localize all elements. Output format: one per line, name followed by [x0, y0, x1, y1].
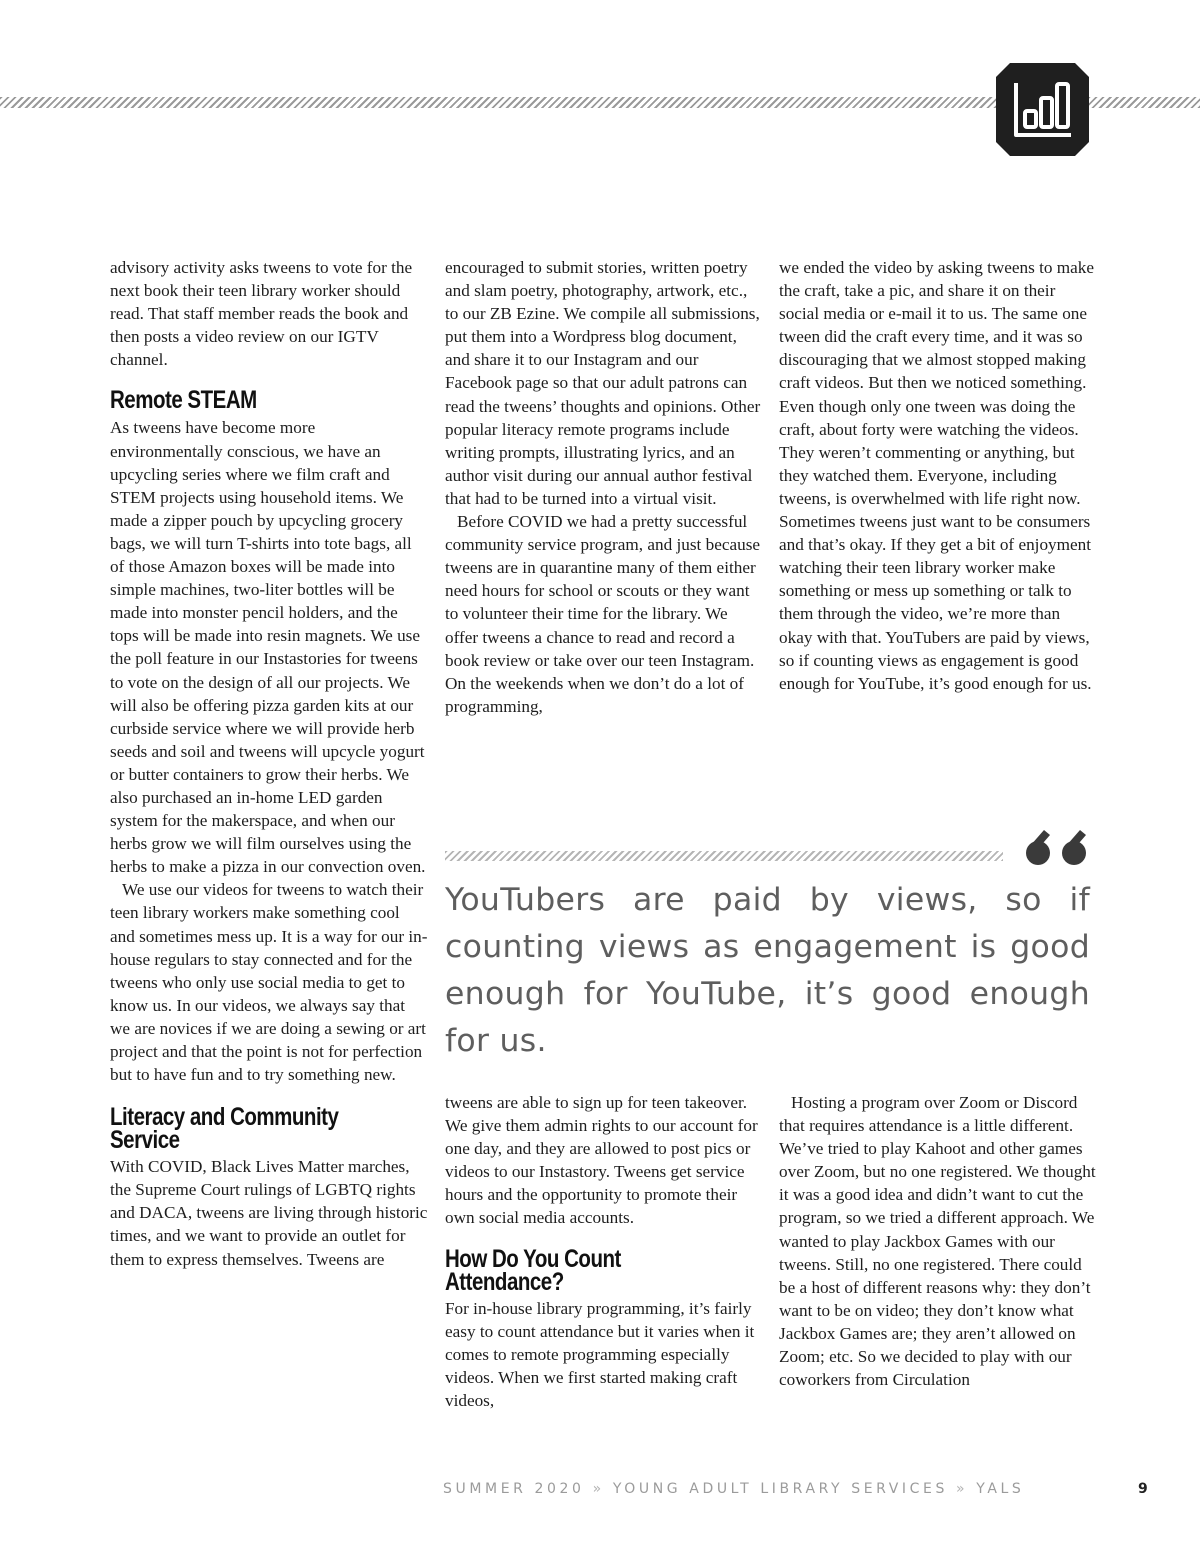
heading-line: Service — [110, 1126, 180, 1155]
column-3 — [779, 256, 1097, 695]
pullquote-hatch-rule — [445, 851, 1003, 861]
column-5 — [779, 1091, 1097, 1391]
footer-abbrev: YALS — [976, 1481, 1025, 1497]
column-4 — [445, 1091, 763, 1412]
body-paragraph: Hosting a program over Zoom or Discord that requires attendance is a little different. We’ve tried to play Kahoot and other games over Zoom, but no one registered. We thought it was a good idea and didn’t want to cut the program, so we tried a different approach. We wanted to play Jackbox Games with our tweens. Still, no one registered. There could be a host of different reasons why: they don’t want to be on video; they don’t know what Jackbox Games are; they aren’t allowed on Zoom; etc. So we decided to play with our coworkers from Circulation — [779, 1093, 1096, 1390]
body-paragraph: For in-house library programming, it’s fairly easy to count attendance but it varies when it comes to remote programming especially videos. When we first started making craft videos, — [445, 1298, 755, 1410]
column-1 — [110, 256, 428, 1271]
column-2 — [445, 256, 763, 718]
header-hatch-band-left — [0, 97, 1000, 108]
section-heading-remote-steam: Remote STEAM — [110, 386, 257, 415]
quote-mark-icon — [1024, 829, 1090, 869]
heading-line: Literacy and Community — [110, 1103, 339, 1132]
body-paragraph: We use our videos for tweens to watch their teen library workers make something cool and sometimes mess up. It is a way for our in-house regulars to stay connected and for the tweens who only use social media to get to know us. In our videos, we always say that we are novices if we are doing a sewing or art project and that the point is not for perfection but to have fun and to try something new. — [110, 880, 428, 1085]
heading-line: Attendance? — [445, 1267, 564, 1296]
footer-journal: YOUNG ADULT LIBRARY SERVICES — [612, 1481, 948, 1497]
heading-line: How Do You Count — [445, 1244, 621, 1273]
running-footer — [443, 1481, 1093, 1497]
body-paragraph: advisory activity asks tweens to vote for the next book their teen library worker should read. That staff member reads the book and then posts a video review on our IGTV channel. — [110, 258, 413, 370]
body-paragraph: encouraged to submit stories, written poetry and slam poetry, photography, artwork, etc., to our ZB Ezine. We compile all submissions, put them into a Wordpress blog document, and share it to our Instagram and our Facebook page so that our adult patrons can read the tweens’ thoughts and opinions. Other popular literacy remote programs include writing prompts, illustrating lyrics, and an author visit during our annual author festival that had to be turned into a virtual visit. — [445, 258, 761, 508]
body-paragraph: we ended the video by asking tweens to make the craft, take a pic, and share it on their social media or e-mail it to us. The same one tween did the craft every time, and it was so discouraging that we almost stopped making craft videos. But then we noticed something. Even though only one tween was doing the craft, about forty were watching the videos. They weren’t commenting or anything, but they watched them. Everyone, including tweens, is overwhelmed with life right now. Sometimes tweens just want to be consumers and that’s okay. If they get a bit of enjoyment watching their teen library worker make something or mess up something or talk to them through the video, we’re more than okay with that. YouTubers are paid by views, so if counting views as engagement is good enough for YouTube, it’s good enough for us. — [779, 258, 1095, 693]
header-hatch-band-right — [1088, 97, 1200, 108]
footer-separator: » — [956, 1481, 969, 1497]
section-heading-literacy — [110, 1103, 371, 1155]
body-paragraph: As tweens have become more environmentally conscious, we have an upcycling series where we film craft and STEM projects using household items. We made a zipper pouch by upcycling grocery bags, we will turn T-shirts into tote bags, all of those Amazon boxes will be made into simple machines, two-liter bottles will be made into monster pencil holders, and the tops will be made into resin magnets. We use the poll feature in our Instastories for tweens to vote on the design of all our projects. We will also be offering pizza garden kits at our curbside service where we will provide herb seeds and soil and tweens will upcycle yogurt or butter containers to grow their herbs. We also purchased an in-home LED garden system for the makerspace, and when our herbs grow we will film ourselves using the herbs to make a pizza in our convection oven. — [110, 418, 426, 877]
page-number: 9 — [1138, 1481, 1148, 1497]
body-paragraph: With COVID, Black Lives Matter marches, the Supreme Court rulings of LGBTQ rights and DACA, tweens are living through historic times, and we want to provide an outlet for them to express themselves. Tweens are — [110, 1157, 428, 1269]
bar-chart-icon — [996, 63, 1089, 156]
footer-separator: » — [592, 1481, 605, 1497]
body-paragraph: tweens are able to sign up for teen takeover. We give them admin rights to our account for one day, and they are allowed to post pics or videos to our Instastory. Tweens get service hours and the opportunity to promote their own social media accounts. — [445, 1093, 758, 1228]
pull-quote: YouTubers are paid by views, so if counting views as engagement is good enough for YouTube, it’s good enough for us. — [445, 882, 1090, 1059]
body-paragraph: Before COVID we had a pretty successful community service program, and just because tweens are in quarantine many of them either need hours for school or scouts or they want to volunteer their time for the library. We offer tweens a chance to read and record a book review or take over our teen Instagram. On the weekends when we don’t do a lot of programming, — [445, 512, 761, 716]
section-heading-attendance — [445, 1244, 706, 1296]
footer-season: SUMMER 2020 — [443, 1481, 585, 1497]
